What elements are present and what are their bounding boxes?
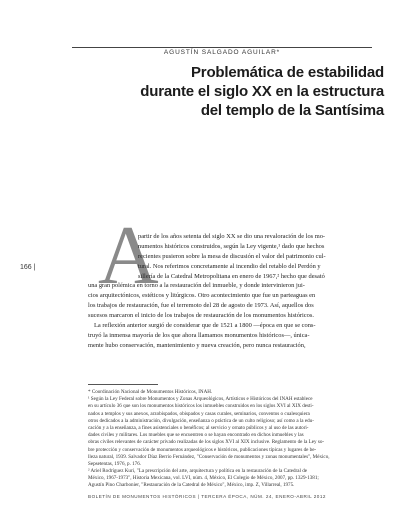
body-line: mente hubo conservación, mantenimiento y nueva creación, pero nunca restauración, xyxy=(88,341,306,349)
footnote-line: cación y a la enseñanza, a fines asistenciales o benéficos; al servicio y ornato públicos y al uso de las autori- xyxy=(88,424,309,431)
footnote-line: ¹ Según la Ley Federal sobre Monumentos y Zonas Arqueológicos, Artísticos e Históricos del INAH establece xyxy=(88,396,313,403)
footnote-line: Agustín Pino Charbonier, "Restauración de la Catedral de México", México, imp. Z, Villarreal, 1975. xyxy=(88,482,295,489)
body-text xyxy=(88,232,376,351)
title-line: del templo de la Santísima xyxy=(200,102,384,119)
footnote-line: Sepsetentas, 1976, p. 176. xyxy=(88,460,142,467)
body-line: La reflexión anterior surgió de considerar que de 1521 a 1800 —época en que se cons- xyxy=(94,322,316,330)
footnote-line: México, 1967-1973", Historia Mexicana, vol. LVI, núm. 4, México, El Colegio de México, 2007, pp. 1329-1381; xyxy=(88,475,319,482)
footnote-line: nados a templos y sus anexos, arzobispados, obispados y casas curales, seminarios, conventos o cualesquiera xyxy=(88,410,310,417)
footnotes xyxy=(88,389,376,490)
footnote-line: obras civiles relevantes de carácter privado realizadas de los siglos XVI al XIX inclusive. Reglamento de la Ley so- xyxy=(88,439,325,446)
drop-cap: A xyxy=(98,209,159,302)
footnote-line: ² Ariel Rodríguez Kuri, "La prescripción del arte, arquitectura y política en la restauración de la Catedral de xyxy=(88,468,308,475)
page-number: 166 | xyxy=(20,264,36,271)
body-line: los trabajos de restauración, fue el terremoto del 28 de agosto de 1973. Así, aquellos dos xyxy=(88,302,314,310)
footnote-line: en su artículo 36 que son los monumentos históricos los inmuebles construidos en los siglos XVI al XIX desti- xyxy=(88,403,314,410)
body-line: cios arquitectónicos, estéticos y litúrgicos. Otro acontecimiento que fue un parteaguas en xyxy=(88,292,316,300)
title-line: durante el siglo XX en la estructura xyxy=(140,83,384,100)
title-line: Problemática de estabilidad xyxy=(191,64,384,81)
body-line: sucesos marcaron el inicio de los trabajos de restauración de los monumentos históricos. xyxy=(88,312,314,320)
footnote-line: lleza natural, 1939. Salvador Díaz Berrio Fernández, "Conservación de monumentos y zonas monumentales", México, xyxy=(88,453,330,460)
body-line: una gran polémica en torno a la restauración del inmueble, y donde intervinieron jui- xyxy=(88,282,305,290)
footnote-line: dades civiles y militares. Los muebles que se encuentren o se hayan encontrado en dichos inmuebles y las xyxy=(88,432,304,439)
page-footer: BOLETÍN DE MONUMENTOS HISTÓRICOS | TERCERA ÉPOCA, NÚM. 24, ENERO-ABRIL 2012 xyxy=(88,494,326,499)
body-line: sillería de la Catedral Metropolitana en enero de 1967,² hecho que desató xyxy=(138,272,325,280)
body-line: numentos históricos construidos, según la Ley vigente,¹ dado que hechos xyxy=(138,242,325,250)
footnote-line: * Coordinación Nacional de Monumentos Históricos, INAH. xyxy=(88,389,213,395)
body-line: truyó la inmensa mayoría de los que ahora llamamos monumentos históricos—, única- xyxy=(88,331,310,339)
footnote-rule xyxy=(88,384,158,385)
footnote-line: otros dedicados a la administración, divulgación, enseñanza o práctica de un culto religioso; así como a la edu- xyxy=(88,417,314,424)
body-line: tural. Nos referimos concretamente al incendio del retablo del Perdón y xyxy=(138,262,321,270)
header-rule xyxy=(72,47,372,48)
article-title xyxy=(60,63,384,120)
body-line: partir de los años setenta del siglo XX se dio una revaloración de los mo- xyxy=(138,233,326,240)
article-author: AGUSTÍN SALGADO AGUILAR* xyxy=(163,49,281,56)
body-line: recientes pusieron sobre la mesa de discusión el valor del patrimonio cul- xyxy=(138,252,326,260)
footnote-line: bre protección y conservación de monumentos arqueológicos e históricos, publicaciones típicas y lugares de be- xyxy=(88,446,317,453)
